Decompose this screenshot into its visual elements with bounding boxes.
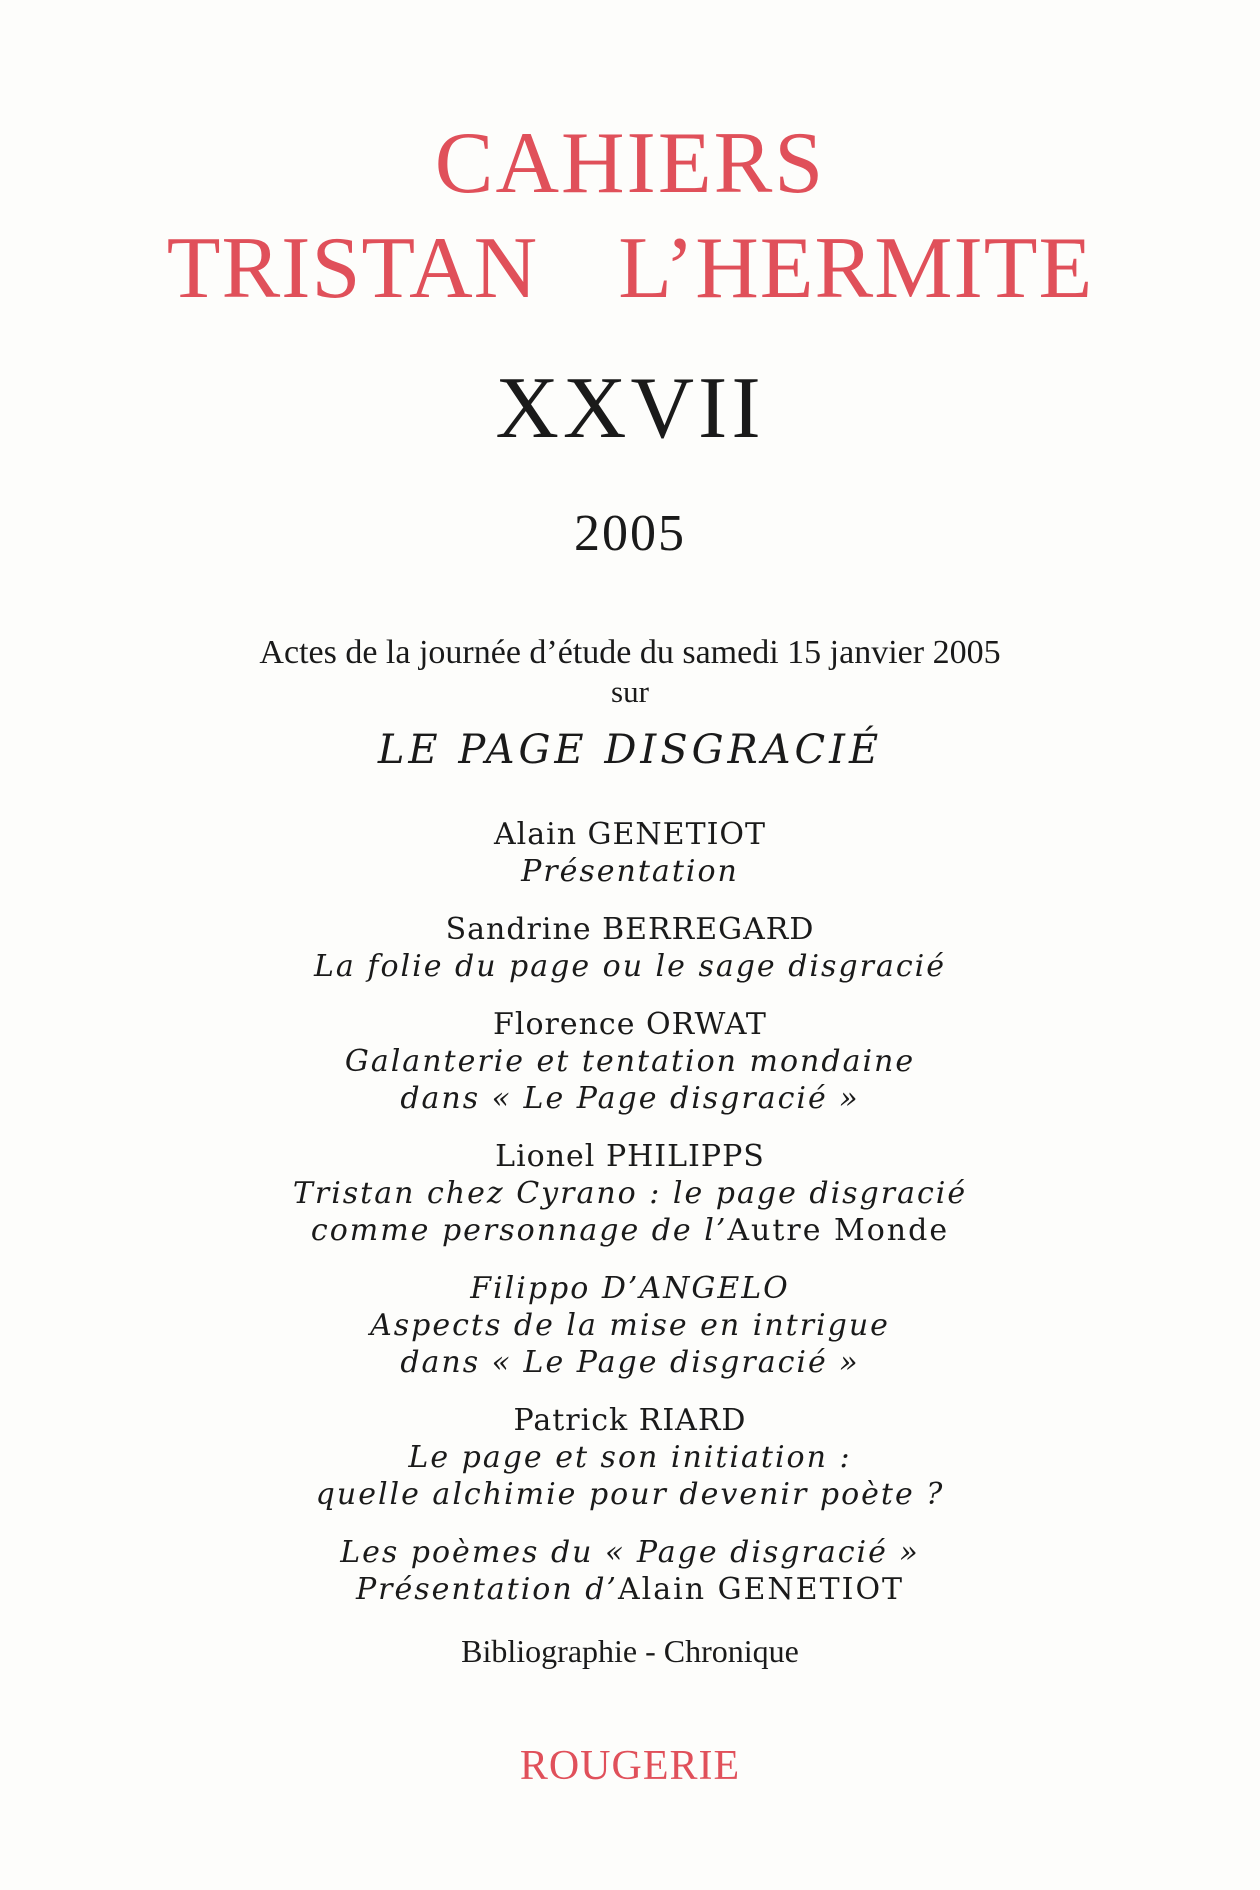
contribution-author: Lionel PHILIPPS xyxy=(495,1139,765,1174)
contribution-author: Sandrine BERREGARD xyxy=(445,912,815,947)
journal-title-tristan: TRISTAN xyxy=(166,220,539,317)
bibliography-chronicle: Bibliographie - Chronique xyxy=(461,1633,799,1669)
contribution-title-italic: comme personnage de l’ xyxy=(310,1213,728,1248)
contribution-title: Galanterie et tentation mondaine xyxy=(344,1044,916,1079)
volume-number: XXVII xyxy=(495,360,765,457)
contribution-title: quelle alchimie pour devenir poète ? xyxy=(315,1477,945,1512)
journal-title-lhermite: L’HERMITE xyxy=(618,220,1094,317)
contribution-author: Patrick RIARD xyxy=(513,1403,747,1438)
contribution-title: dans « Le Page disgracié » xyxy=(400,1345,860,1380)
proceedings-line: Actes de la journée d’étude du samedi 15 janvier 2005 xyxy=(259,634,1001,671)
contribution-title: La folie du page ou le sage disgracié xyxy=(314,949,946,984)
contribution-title: Tristan chez Cyrano : le page disgracié xyxy=(292,1176,968,1211)
contribution-author: Alain GENETIOT xyxy=(493,817,767,852)
journal-title-line2 xyxy=(0,220,1260,317)
contribution-title: Aspects de la mise en intrigue xyxy=(370,1308,890,1343)
contribution-author: Florence ORWAT xyxy=(493,1007,767,1042)
journal-title-line1: CAHIERS xyxy=(434,115,826,212)
publisher-name: ROUGERIE xyxy=(519,1743,741,1789)
contribution-title xyxy=(0,1213,1260,1248)
proceedings-subject: LE PAGE DISGRACIÉ xyxy=(377,727,883,773)
poems-line: Les poèmes du « Page disgracié » xyxy=(340,1535,920,1570)
contribution-title: dans « Le Page disgracié » xyxy=(400,1081,860,1116)
publication-year: 2005 xyxy=(574,505,686,562)
contribution-title-upright: Autre Monde xyxy=(727,1213,950,1248)
poems-presentation-italic: Présentation d’ xyxy=(355,1572,618,1607)
poems-presentation-author: Alain GENETIOT xyxy=(617,1572,905,1607)
proceedings-sur: sur xyxy=(611,674,649,709)
contribution-title: Le page et son initiation : xyxy=(408,1440,852,1475)
contribution-author: Filippo D’ANGELO xyxy=(470,1271,790,1306)
contribution-title: Présentation xyxy=(521,854,739,889)
poems-presentation xyxy=(0,1572,1260,1607)
